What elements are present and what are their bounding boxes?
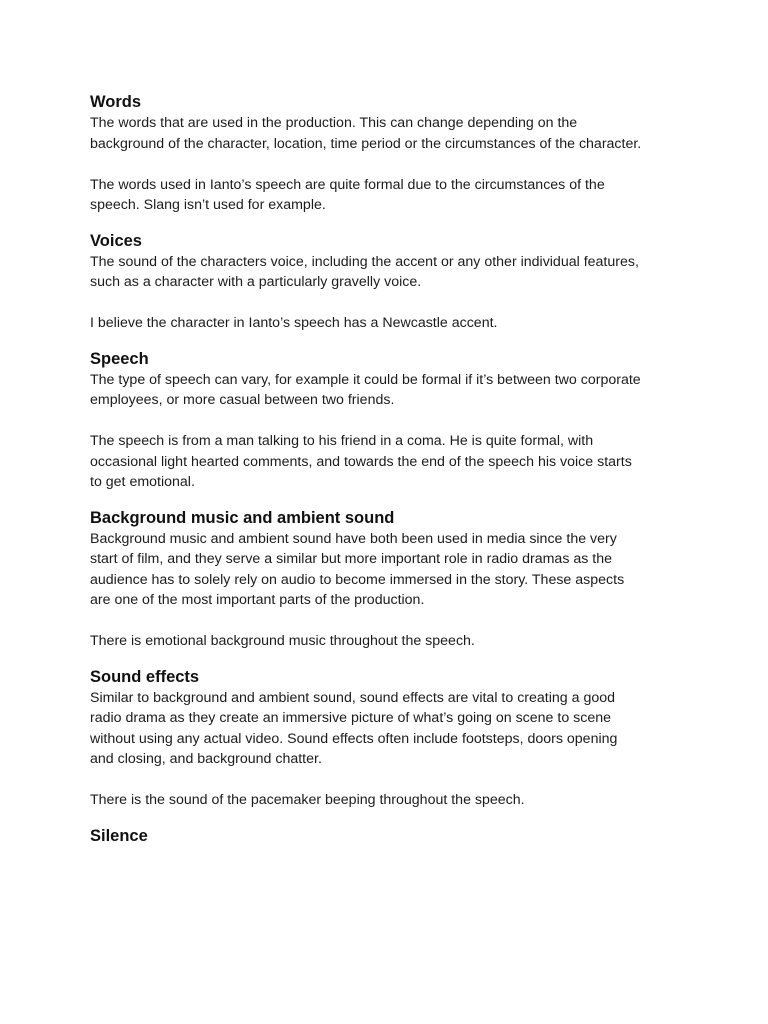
paragraph-sound-effects-analysis — [90, 790, 688, 811]
text-line: The words used in Ianto’s speech are quite formal due to the circumstances of the — [90, 176, 605, 193]
section-heading-speech: Speech — [90, 349, 149, 368]
section-heading-sound-effects: Sound effects — [90, 667, 200, 686]
text-line: Background music and ambient sound have both been used in media since the very — [90, 530, 617, 547]
paragraph-voices-definition — [90, 252, 688, 293]
section-heading-silence: Silence — [90, 826, 148, 845]
text-line: start of film, and they serve a similar but more important role in radio dramas as the — [90, 551, 613, 567]
text-line: There is emotional background music throughout the speech. — [90, 633, 475, 649]
paragraph-words-definition — [90, 113, 688, 154]
paragraph-words-analysis — [90, 175, 688, 216]
paragraph-sound-effects-definition — [90, 688, 688, 770]
text-line: radio drama as they create an immersive picture of what’s going on scene to scene — [90, 710, 612, 726]
text-line: background of the character, location, time period or the circumstances of the character. — [90, 135, 642, 152]
section-heading-words: Words — [90, 93, 142, 111]
paragraph-background-music-definition — [90, 529, 688, 611]
text-line: I believe the character in Ianto’s speech has a Newcastle accent. — [90, 315, 498, 331]
text-line: employees, or more casual between two friends. — [90, 392, 395, 408]
text-line: speech. Slang isn’t used for example. — [90, 197, 326, 213]
text-line: The type of speech can vary, for example it could be formal if it’s between two corporate — [90, 371, 641, 388]
text-line: occasional light hearted comments, and towards the end of the speech his voice starts — [90, 453, 632, 470]
text-line: and closing, and background chatter. — [90, 751, 322, 767]
text-line: without using any actual video. Sound effects often include footsteps, doors opening — [90, 730, 618, 747]
text-line: Similar to background and ambient sound, sound effects are vital to creating a good — [90, 689, 615, 706]
section-heading-voices: Voices — [90, 231, 142, 250]
text-line: The sound of the characters voice, including the accent or any other individual features, — [90, 253, 639, 270]
paragraph-background-music-analysis — [90, 631, 688, 652]
text-line: such as a character with a particularly gravelly voice. — [90, 274, 422, 290]
text-line: The speech is from a man talking to his friend in a coma. He is quite formal, with — [90, 433, 594, 449]
text-line: to get emotional. — [90, 474, 195, 490]
text-line: are one of the most important parts of the production. — [90, 592, 425, 608]
paragraph-speech-definition — [90, 370, 688, 411]
section-heading-background-music: Background music and ambient sound — [90, 508, 395, 527]
paragraph-voices-analysis — [90, 313, 688, 334]
text-line: There is the sound of the pacemaker beeping throughout the speech. — [90, 792, 525, 808]
paragraph-speech-analysis — [90, 431, 688, 493]
text-line: audience has to solely rely on audio to become immersed in the story. These aspects — [90, 571, 625, 588]
text-line: The words that are used in the production. This can change depending on the — [90, 115, 578, 131]
